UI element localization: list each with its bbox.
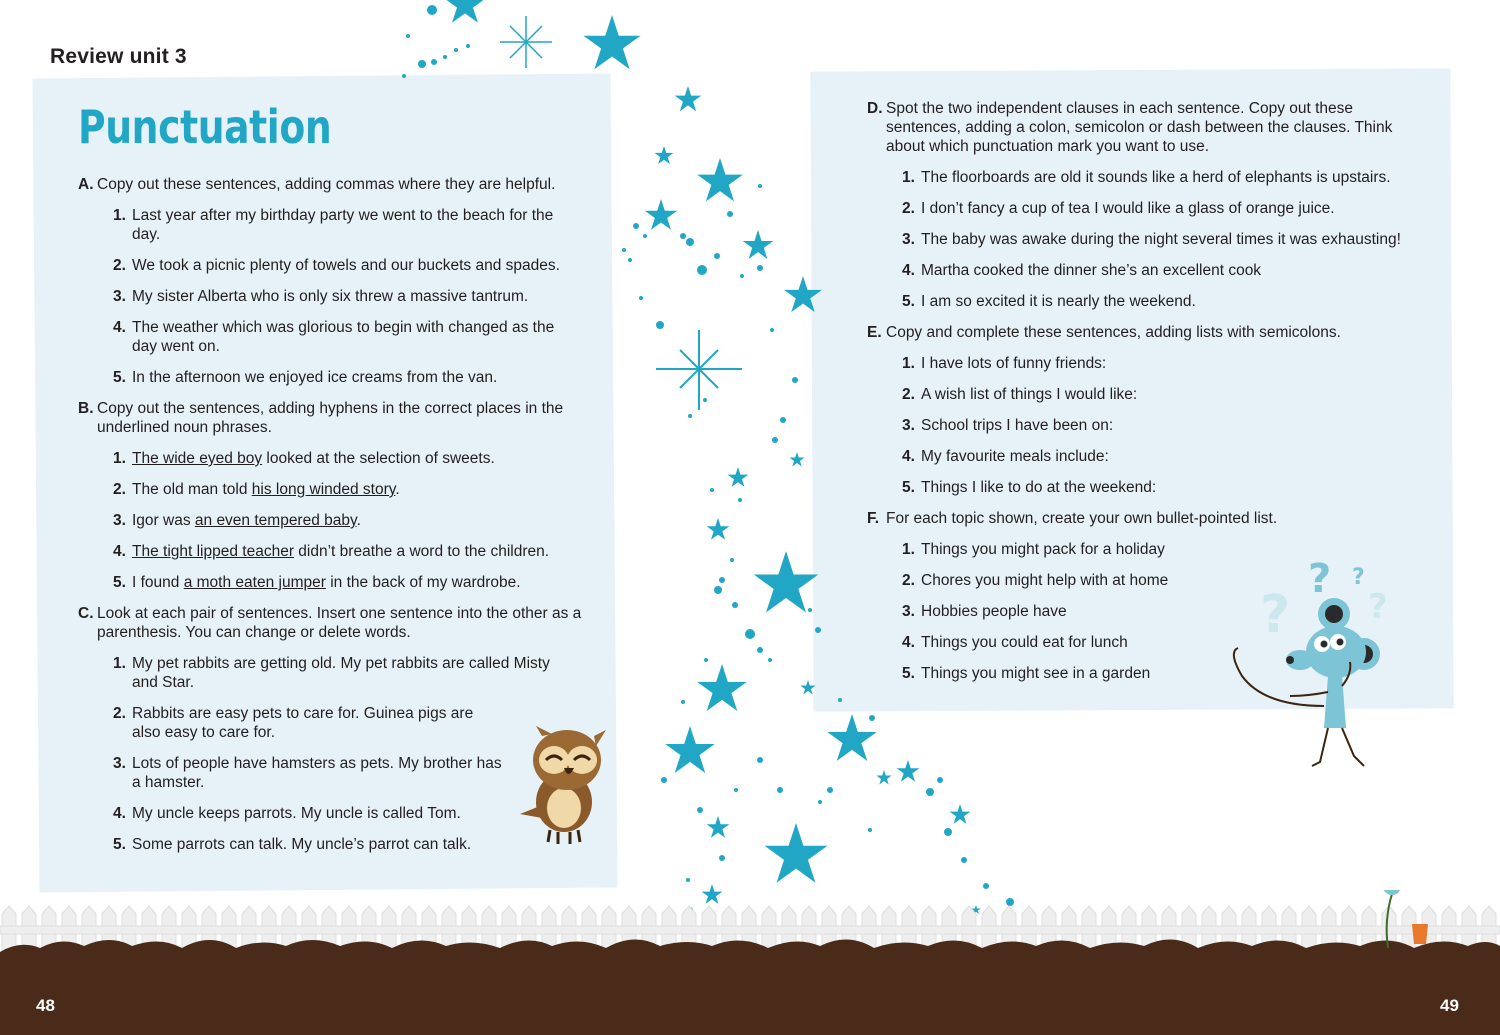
item-text: Chores you might help with at home <box>921 572 1169 589</box>
item-text-pre: Igor was <box>132 512 195 529</box>
question-mark-icon: ? <box>1352 565 1365 590</box>
item-number: 4. <box>113 543 126 560</box>
question-prompt: Copy and complete these sentences, adding lists with semicolons. <box>886 324 1341 341</box>
star-icon <box>697 158 743 201</box>
item-text: Lots of people have hamsters as pets. My brother has a hamster. <box>132 755 502 791</box>
item-number: 1. <box>902 541 915 558</box>
item-text: Hobbies people have <box>921 603 1067 620</box>
question-mark-icon: ? <box>1260 585 1291 645</box>
underlined-phrase: The tight lipped teacher <box>132 543 294 560</box>
item-text-post: . <box>356 512 361 529</box>
underlined-phrase: his long winded story <box>251 481 396 498</box>
star-icon <box>675 86 702 111</box>
star-icon <box>800 680 815 694</box>
item-text: Things you might pack for a holiday <box>921 541 1165 558</box>
underlined-phrase: a moth eaten jumper <box>183 574 326 591</box>
item-number: 1. <box>113 450 126 467</box>
question-letter: F. <box>867 510 880 527</box>
item-text: I am so excited it is nearly the weekend. <box>921 293 1196 310</box>
underlined-phrase: The wide eyed boy <box>132 450 263 467</box>
item-number: 3. <box>113 288 126 305</box>
item-text: I have lots of funny friends: <box>921 355 1107 372</box>
item-text: Rabbits are easy pets to care for. Guinea pigs are also easy to care for. <box>132 705 474 741</box>
star-icon <box>707 518 730 540</box>
underlined-phrase: an even tempered baby <box>194 512 357 529</box>
item-text-post: looked at the selection of sweets. <box>262 450 495 467</box>
soil <box>0 939 1500 1035</box>
star-icon <box>827 714 876 761</box>
item-number: 1. <box>902 169 915 186</box>
question-letter: D. <box>867 100 883 117</box>
item-number: 5. <box>113 369 126 386</box>
sparkle-icon <box>656 330 742 410</box>
item-text: I don’t fancy a cup of tea I would like a glass of orange juice. <box>921 200 1335 217</box>
star-icon <box>444 0 486 23</box>
sparkle-icon <box>500 16 552 68</box>
item-text-post: . <box>395 481 400 498</box>
item-number: 3. <box>902 417 915 434</box>
question-mark-icon: ? <box>1308 556 1332 602</box>
item-number: 2. <box>902 386 915 403</box>
unit-title: Review unit 3 <box>50 45 187 68</box>
question-mark-icon: ? <box>1368 587 1388 627</box>
question-prompt: Look at each pair of sentences. Insert one sentence into the other as a parenthesis. You can change or delete words. <box>97 605 582 641</box>
star-icon <box>645 199 677 230</box>
item-number: 1. <box>902 355 915 372</box>
item-number: 5. <box>902 293 915 310</box>
item-number: 4. <box>113 319 126 336</box>
star-icon <box>784 276 822 312</box>
item-text: The floorboards are old it sounds like a herd of elephants is upstairs. <box>921 169 1391 186</box>
item-number: 5. <box>113 574 126 591</box>
dot-cluster <box>402 5 1014 913</box>
item-number: 3. <box>902 603 915 620</box>
item-number: 5. <box>902 479 915 496</box>
item-number: 4. <box>902 262 915 279</box>
item-text: A wish list of things I would like: <box>921 386 1138 403</box>
item-text-post: didn’t breathe a word to the children. <box>294 543 550 560</box>
item-text: Martha cooked the dinner she’s an excellent cook <box>921 262 1262 279</box>
question-prompt: For each topic shown, create your own bullet-pointed list. <box>886 510 1278 527</box>
star-icon <box>765 823 828 883</box>
fence-rail <box>0 926 1500 934</box>
item-number: 5. <box>113 836 126 853</box>
item-number: 4. <box>902 634 915 651</box>
star-icon <box>665 726 714 773</box>
item-number: 3. <box>113 512 126 529</box>
page-heading: Punctuation <box>78 100 332 154</box>
star-icon <box>789 452 804 466</box>
item-number: 2. <box>902 572 915 589</box>
mouse-icon <box>1224 556 1394 776</box>
item-text: My favourite meals include: <box>921 448 1109 465</box>
item-text: The baby was awake during the night several times it was exhausting! <box>921 231 1401 248</box>
question-prompt: Spot the two independent clauses in each sentence. Copy out these sentences, adding a colon, semicolon or dash between the clauses. Think about which punctuation mark you want to use. <box>886 100 1393 155</box>
item-text: The weather which was glorious to begin with changed as the day went on. <box>132 319 555 355</box>
item-text: Things I like to do at the weekend: <box>921 479 1157 496</box>
star-icon <box>950 804 971 824</box>
item-text-post: in the back of my wardrobe. <box>325 574 521 591</box>
star-icon <box>707 816 730 838</box>
owl-icon <box>512 722 612 847</box>
question-letter: C. <box>78 605 94 622</box>
item-number: 2. <box>113 257 126 274</box>
item-number: 5. <box>902 665 915 682</box>
item-number: 2. <box>902 200 915 217</box>
fence-and-soil <box>0 890 1500 1035</box>
question-prompt: Copy out the sentences, adding hyphens in the correct places in the underlined noun phrases. <box>97 400 564 436</box>
item-text: My sister Alberta who is only six threw a massive tantrum. <box>132 288 529 305</box>
item-text: Last year after my birthday party we went to the beach for the day. <box>132 207 554 243</box>
item-text-pre: I found <box>132 574 184 591</box>
question-letter: A. <box>78 176 94 193</box>
page-number-right: 49 <box>1440 996 1459 1015</box>
item-number: 4. <box>113 805 126 822</box>
question-prompt: Copy out these sentences, adding commas where they are helpful. <box>97 176 556 193</box>
question-letter: E. <box>867 324 882 341</box>
star-icon <box>876 770 891 784</box>
star-icon <box>583 15 640 69</box>
star-icon <box>897 760 920 782</box>
item-text: My pet rabbits are getting old. My pet rabbits are called Misty and Star. <box>132 655 550 691</box>
star-icon <box>743 230 773 259</box>
item-text: Some parrots can talk. My uncle’s parrot can talk. <box>132 836 472 853</box>
question-letter: B. <box>78 400 94 417</box>
item-number: 2. <box>113 705 126 722</box>
page-number-left: 48 <box>36 996 55 1015</box>
item-number: 1. <box>113 207 126 224</box>
star-icon <box>697 664 746 711</box>
item-number: 3. <box>113 755 126 772</box>
item-number: 3. <box>902 231 915 248</box>
item-text: Things you might see in a garden <box>921 665 1151 682</box>
item-text: In the afternoon we enjoyed ice creams from the van. <box>132 369 498 386</box>
item-number: 1. <box>113 655 126 672</box>
item-text: My uncle keeps parrots. My uncle is called Tom. <box>132 805 461 822</box>
star-icon <box>754 551 819 613</box>
star-icon <box>728 467 749 487</box>
item-text: Things you could eat for lunch <box>921 634 1128 651</box>
item-text: School trips I have been on: <box>921 417 1114 434</box>
item-number: 4. <box>902 448 915 465</box>
star-icon <box>654 146 673 164</box>
item-number: 2. <box>113 481 126 498</box>
item-text: We took a picnic plenty of towels and our buckets and spades. <box>132 257 560 274</box>
item-text-pre: The old man told <box>132 481 252 498</box>
